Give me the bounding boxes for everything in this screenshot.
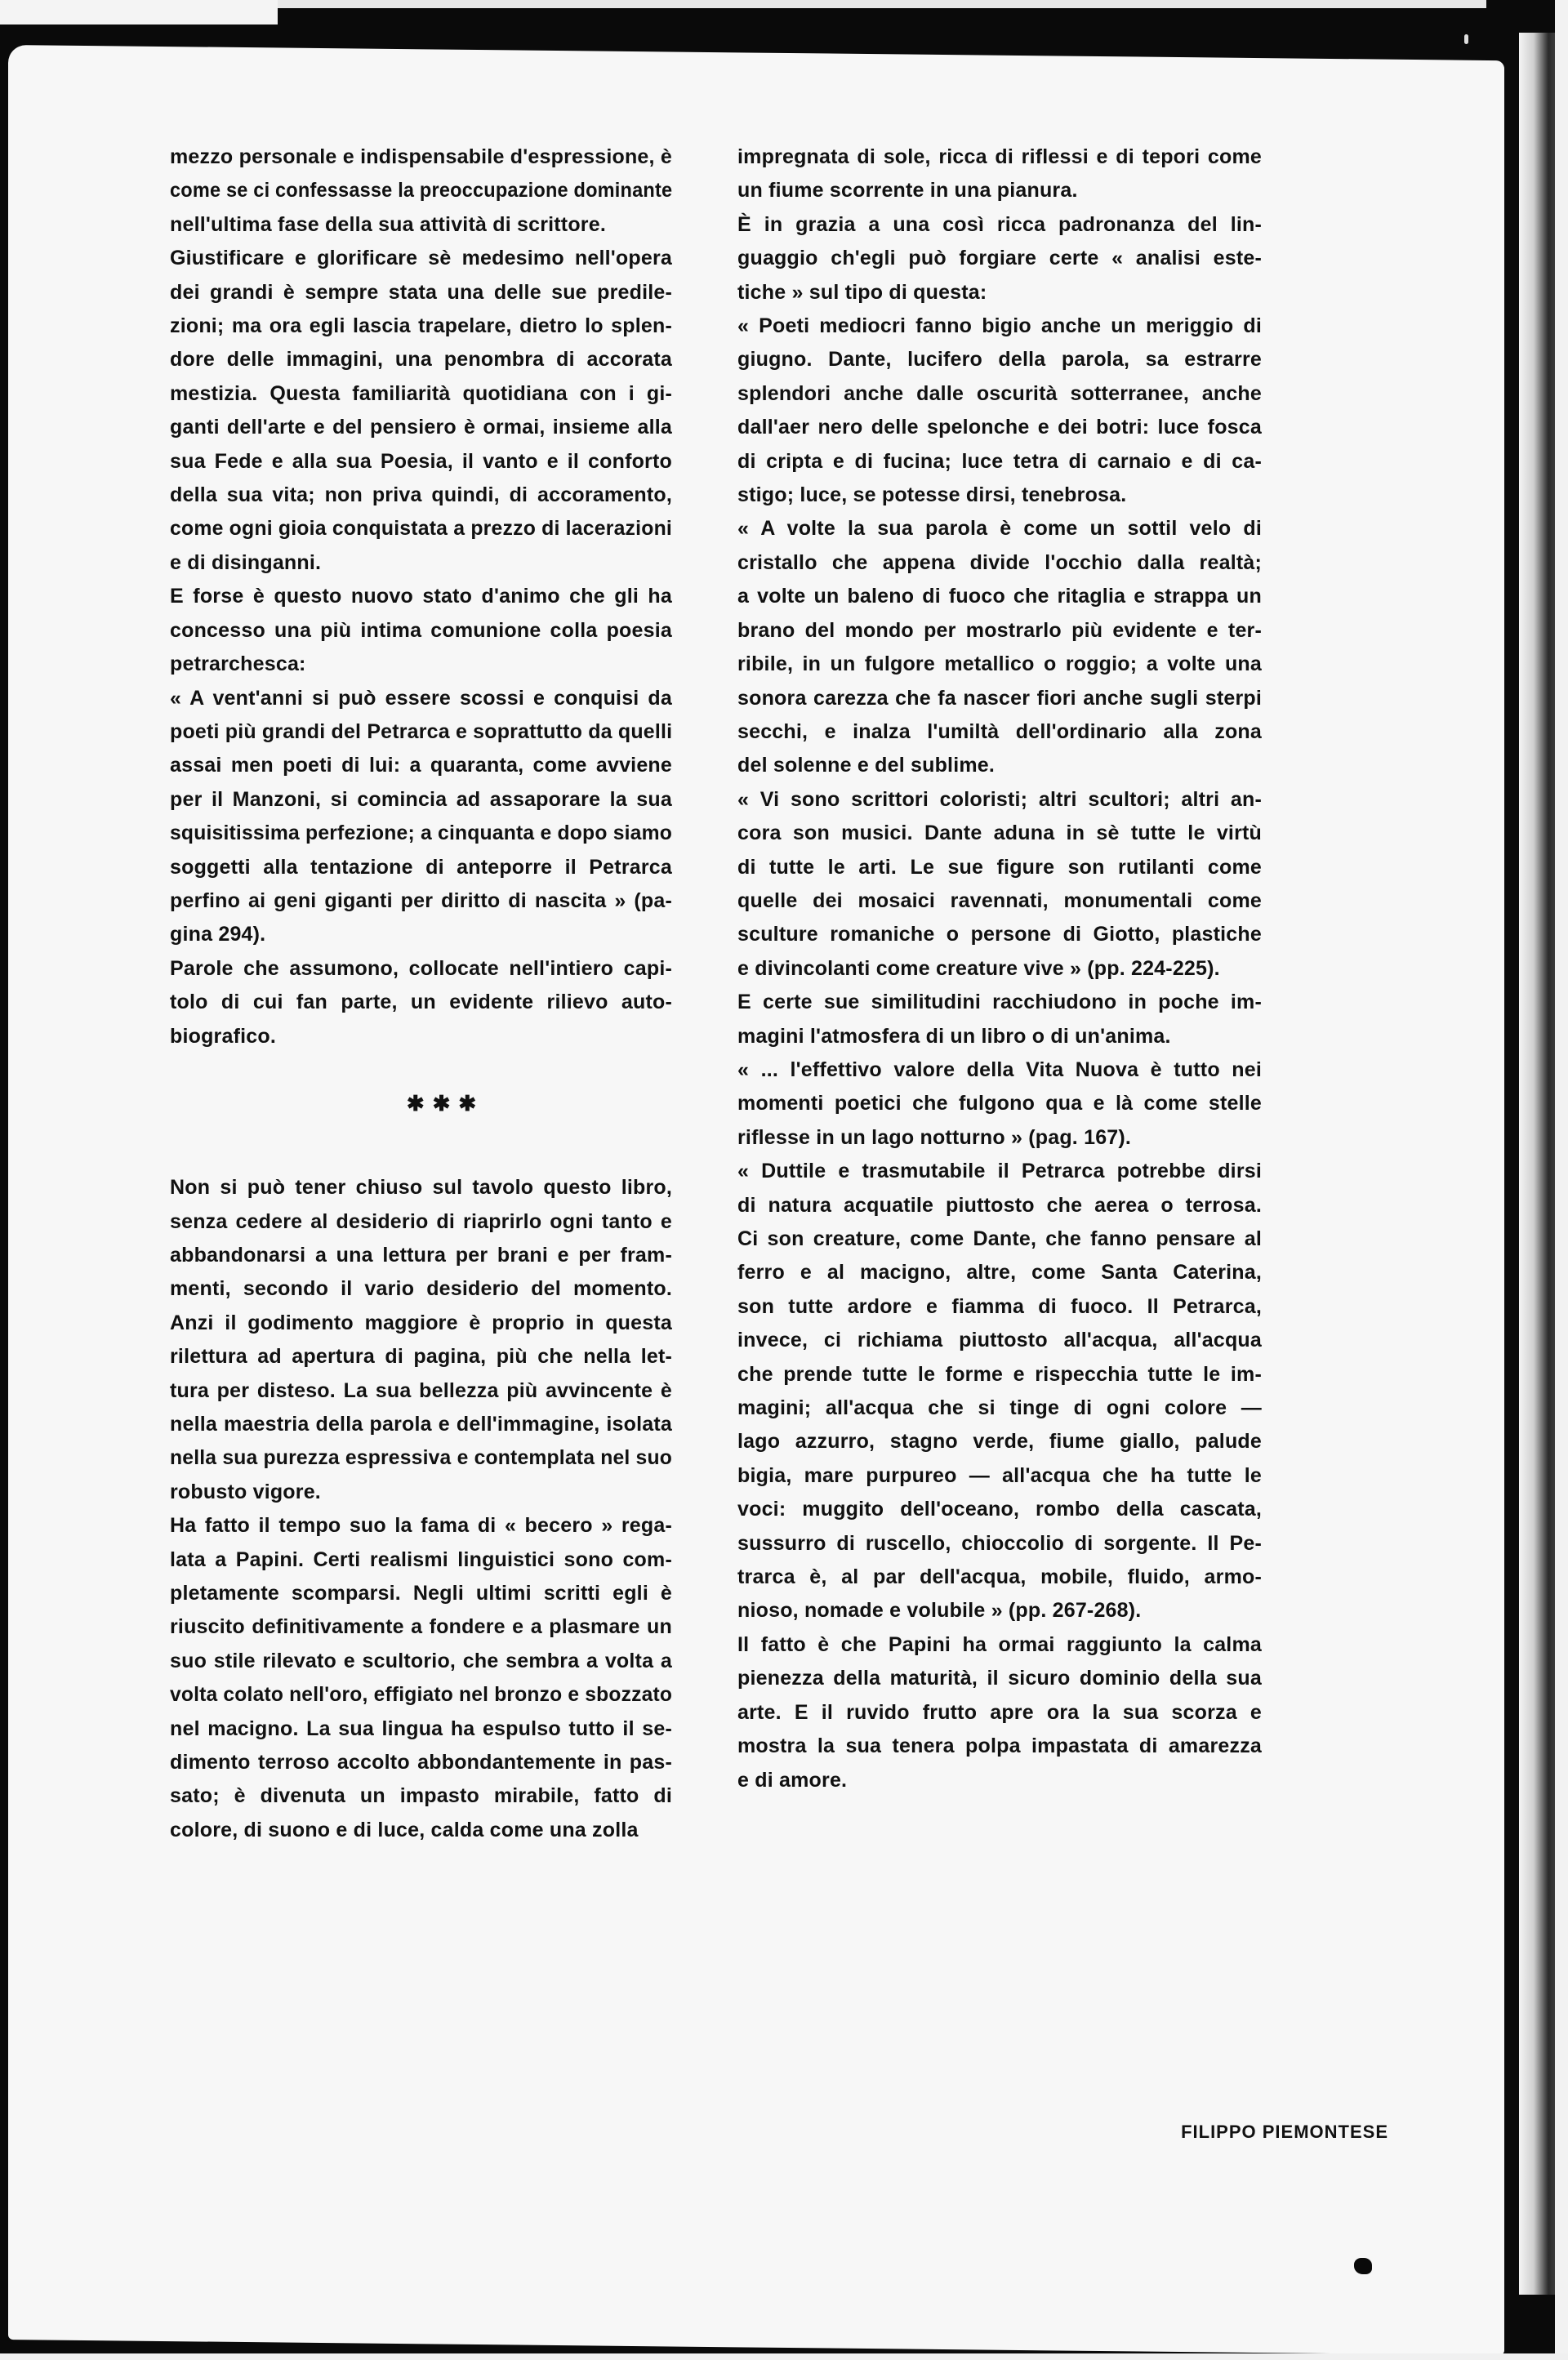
text-line: « Poeti mediocri fanno bigio anche un meriggio di: [737, 314, 1262, 338]
paragraph: [170, 682, 672, 952]
text-line: perfino ai geni giganti per diritto di nascita » (pa-: [170, 888, 672, 912]
paragraph: [170, 1171, 672, 1509]
text-line: mezzo personale e indispensabile d'espressione, è: [170, 145, 672, 168]
text-line: mestizia. Questa familiarità quotidiana con i gi-: [170, 381, 672, 405]
text-line: sculture romaniche o persone di Giotto, plastiche: [737, 923, 1262, 946]
paragraph: [737, 140, 1262, 208]
text-line: trarca è, al par dell'acqua, mobile, fluido, armo-: [737, 1565, 1262, 1589]
text-line: assai men poeti di lui: a quaranta, come avviene: [170, 754, 672, 777]
text-line: voci: muggito dell'oceano, rombo della cascata,: [737, 1498, 1262, 1521]
paragraph: [737, 783, 1262, 986]
text-line: magini l'atmosfera di un libro o di un'anima.: [737, 1024, 1171, 1048]
text-line: tiche » sul tipo di questa:: [737, 280, 987, 304]
page-mark-icon: [1354, 2258, 1372, 2274]
text-line: secchi, e inalza l'umiltà dell'ordinario alla zona: [737, 719, 1262, 743]
text-line: tura per disteso. La sua bellezza più avvincente è: [170, 1378, 672, 1402]
text-line: rilettura ad apertura di pagina, più che nella let-: [170, 1345, 672, 1369]
text-line: petrarchesca:: [170, 652, 306, 676]
text-line: come se ci confessasse la preoccupazione dominante: [170, 179, 673, 203]
text-line: nel macigno. La sua lingua ha espulso tutto il se-: [170, 1717, 672, 1740]
text-line: nella sua purezza espressiva e contemplata nel suo: [170, 1446, 673, 1470]
text-line: Parole che assumono, collocate nell'intiero capi-: [170, 956, 672, 980]
text-line: nioso, nomade e volubile » (pp. 267-268).: [737, 1599, 1142, 1623]
text-line: menti, secondo il vario desiderio del momento.: [170, 1277, 672, 1301]
text-line: robusto vigore.: [170, 1480, 321, 1503]
text-line: zioni; ma ora egli lascia trapelare, dietro lo splen-: [170, 314, 672, 338]
text-line: poeti più grandi del Petrarca e soprattutto da quelli: [170, 719, 673, 743]
text-line: lago azzurro, stagno verde, fiume giallo, palude: [737, 1430, 1262, 1454]
paragraph: [170, 952, 672, 1053]
text-line: un fiume scorrente in una pianura.: [737, 179, 1078, 203]
text-line: Ha fatto il tempo suo la fama di « becero » rega-: [170, 1514, 672, 1538]
text-line: Non si può tener chiuso sul tavolo questo libro,: [170, 1176, 672, 1200]
text-line: suo stile rilevato e scultorio, che sembra a volta a: [170, 1649, 672, 1672]
text-line: pletamente scomparsi. Negli ultimi scritti egli è: [170, 1582, 672, 1605]
text-line: cora son musici. Dante aduna in sè tutte le virtù: [737, 822, 1262, 845]
text-line: colore, di suono e di luce, calda come una zolla: [170, 1818, 639, 1841]
text-line: impregnata di sole, ricca di riflessi e di tepori come: [737, 145, 1262, 168]
text-line: a volte un baleno di fuoco che ritaglia e strappa un: [737, 585, 1262, 608]
text-line: nell'ultima fase della sua attività di scrittore.: [170, 212, 606, 236]
text-line: arte. E il ruvido frutto apre ora la sua scorza e: [737, 1700, 1262, 1724]
paragraph: [170, 1509, 672, 1847]
text-line: e di amore.: [737, 1768, 848, 1792]
text-line: sato; è divenuta un impasto mirabile, fatto di: [170, 1784, 672, 1808]
paragraph: [170, 580, 672, 681]
text-line: cristallo che appena divide l'occhio dalla realtà;: [737, 550, 1262, 574]
text-line: squisitissima perfezione; a cinquanta e dopo siamo: [170, 822, 673, 845]
text-line: ribile, in un fulgore metallico o roggio; a volte una: [737, 652, 1262, 676]
text-line: del solenne e del sublime.: [737, 754, 996, 777]
text-line: « A vent'anni si può essere scossi e conquisi da: [170, 686, 672, 710]
text-line: riuscito definitivamente a fondere e a plasmare un: [170, 1615, 672, 1639]
text-line: di natura acquatile piuttosto che aerea o terrosa.: [737, 1193, 1262, 1217]
text-line: ferro e al macigno, altre, come Santa Caterina,: [737, 1261, 1262, 1285]
author-signature: FILIPPO PIEMONTESE: [1181, 2122, 1388, 2142]
text-line: e di disinganni.: [170, 550, 322, 574]
text-line: son tutte ardore e fiamma di fuoco. Il Petrarca,: [737, 1294, 1262, 1318]
text-line: soggetti alla tentazione di anteporre il Petrarca: [170, 855, 672, 879]
text-line: come ogni gioia conquistata a prezzo di lacerazioni: [170, 517, 673, 541]
text-line: riflesse in un lago notturno » (pag. 167).: [737, 1125, 1132, 1149]
text-line: quelle dei mosaici ravennati, monumentali come: [737, 888, 1262, 912]
text-line: dei grandi è sempre stata una delle sue predile-: [170, 280, 672, 304]
text-line: È in grazia a una così ricca padronanza del lin-: [737, 212, 1262, 236]
text-line: ganti dell'arte e del pensiero è ormai, insieme alla: [170, 416, 672, 439]
paragraph: [170, 242, 672, 580]
text-line: della sua vita; non priva quindi, di accoramento,: [170, 483, 672, 507]
text-line: brano del mondo per mostrarlo più evidente e ter-: [737, 618, 1262, 642]
paragraph: [737, 512, 1262, 782]
text-line: concesso una più intima comunione colla poesia: [170, 618, 672, 642]
left-column: [170, 140, 672, 1847]
text-line: volta colato nell'oro, effigiato nel bronzo e sbozzato: [170, 1683, 673, 1707]
paragraph: [170, 140, 672, 242]
paragraph: [737, 1053, 1262, 1155]
text-line: sua Fede e alla sua Poesia, il vanto e il conforto: [170, 449, 672, 473]
text-line: lata a Papini. Certi realismi linguistici sono com-: [170, 1547, 672, 1571]
text-line: Il fatto è che Papini ha ormai raggiunto la calma: [737, 1632, 1262, 1656]
text-line: bigia, mare purpureo — all'acqua che ha tutte le: [737, 1463, 1262, 1487]
paragraph: [737, 1628, 1262, 1797]
text-line: senza cedere al desiderio di riaprirlo ogni tanto e: [170, 1209, 672, 1233]
text-line: Ci son creature, come Dante, che fanno pensare al: [737, 1227, 1262, 1250]
text-line: giugno. Dante, lucifero della parola, sa estrarre: [737, 348, 1262, 372]
text-line: magini; all'acqua che si tinge di ogni colore —: [737, 1396, 1262, 1420]
text-line: di cripta e di fucina; luce tetra di carnaio e di ca-: [737, 449, 1262, 473]
text-line: dall'aer nero delle spelonche e dei botri: luce fosca: [737, 416, 1262, 439]
right-column: [737, 140, 1262, 1797]
text-line: biografico.: [170, 1024, 276, 1048]
text-line: per il Manzoni, si comincia ad assaporare la sua: [170, 787, 672, 811]
text-line: « ... l'effettivo valore della Vita Nuova è tutto nei: [737, 1058, 1262, 1081]
text-line: di tutte le arti. Le sue figure son rutilanti come: [737, 855, 1262, 879]
text-line: Anzi il godimento maggiore è proprio in questa: [170, 1311, 672, 1334]
text-line: mostra la sua tenera polpa impastata di amarezza: [737, 1734, 1262, 1758]
text-line: E certe sue similitudini racchiudono in poche im-: [737, 991, 1262, 1014]
text-line: dore delle immagini, una penombra di accorata: [170, 348, 672, 372]
text-line: guaggio ch'egli può forgiare certe « analisi este-: [737, 247, 1262, 270]
text-line: E forse è questo nuovo stato d'animo che gli ha: [170, 585, 672, 608]
text-line: nella maestria della parola e dell'immagine, isolata: [170, 1413, 672, 1436]
text-line: « Duttile e trasmutabile il Petrarca potrebbe dirsi: [737, 1160, 1262, 1183]
paragraph: [737, 309, 1262, 512]
text-line: « Vi sono scrittori coloristi; altri scultori; altri an-: [737, 787, 1262, 811]
text-line: pienezza della maturità, il sicuro dominio della sua: [737, 1667, 1262, 1690]
text-line: momenti poetici che fulgono qua e là come stelle: [737, 1092, 1262, 1115]
paragraph: [737, 208, 1262, 309]
text-line: Giustificare e glorificare sè medesimo nell'opera: [170, 247, 672, 270]
text-line: abbandonarsi a una lettura per brani e per fram-: [170, 1243, 672, 1267]
text-line: gina 294).: [170, 923, 266, 946]
paragraph: [737, 986, 1262, 1053]
text-line: stigo; luce, se potesse dirsi, tenebrosa.: [737, 483, 1127, 507]
text-line: tolo di cui fan parte, un evidente rilievo auto-: [170, 991, 672, 1014]
text-line: sussurro di ruscello, chioccolio di sorgente. Il Pe-: [737, 1531, 1262, 1555]
text-line: e divincolanti come creature vive » (pp. 224-225).: [737, 956, 1220, 980]
text-line: « A volte la sua parola è come un sottil velo di: [737, 517, 1262, 541]
text-line: invece, ci richiama piuttosto all'acqua, all'acqua: [737, 1329, 1262, 1352]
text-line: splendori anche dalle oscurità sotterranee, anche: [737, 381, 1262, 405]
text-line: che prende tutte le forme e rispecchia tutte le im-: [737, 1362, 1262, 1386]
text-line: dimento terroso accolto abbondantemente in pas-: [170, 1751, 672, 1774]
section-separator: ✱✱✱: [406, 1091, 485, 1116]
text-line: sonora carezza che fa nascer fiori anche sugli sterpi: [737, 686, 1262, 710]
paragraph: [737, 1155, 1262, 1628]
